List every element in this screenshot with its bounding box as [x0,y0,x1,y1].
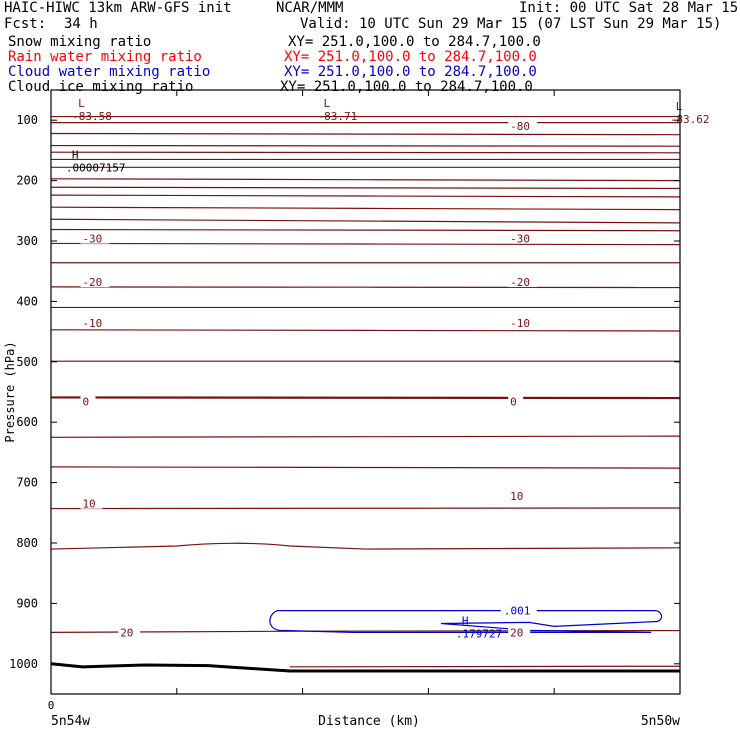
isotherm [51,543,680,549]
field-xy-cloud-ice: XY= 251.0,100.0 to 284.7,100.0 [280,79,533,95]
isotherm [51,508,680,509]
isotherm [51,195,680,197]
temperature-contours [51,117,680,667]
contour-label: -20 [510,276,531,290]
y-tick-label: 1000 [9,656,38,671]
contour-label: 10 [510,489,524,503]
model-title: HAIC-HIWC 13km ARW-GFS init [4,0,232,16]
contour-labels [66,97,710,641]
x-axis-label: Distance (km) [318,714,420,729]
contour-label: -10 [510,317,531,331]
init-time: Init: 00 UTC Sat 28 Mar 15 [519,0,739,16]
isotherm [51,330,680,331]
contour-label: -10 [82,317,103,331]
isotherm [51,287,680,288]
terrain-surface [51,664,680,671]
y-tick-label: 700 [16,475,38,490]
contour-label: 0 [510,395,517,409]
isotherm [51,133,680,134]
y-axis-label: Pressure (hPa) [3,341,17,443]
y-tick-label: 600 [16,415,38,430]
isotherm [51,219,680,223]
isotherm [51,207,680,209]
contour-label: -80 [510,120,531,134]
isotherm [51,436,680,437]
contour-label: 20 [120,626,134,640]
extremum-letter: L [78,96,85,110]
isotherm [51,397,680,398]
organization: NCAR/MMM [276,0,344,16]
field-name-rain: Rain water mixing ratio [8,49,202,65]
isotherm [51,152,680,153]
isotherm [51,146,680,147]
y-tick-label: 300 [16,234,38,248]
contour-label: 0 [82,395,90,409]
isotherm [51,243,680,244]
contour-label: -30 [82,232,103,246]
extremum-letter: H [71,148,79,162]
x-tick-zero: 0 [47,699,55,712]
extremum-value: .179727 [455,627,503,641]
extremum-value: -83.58 [72,109,112,123]
isotherm [51,467,680,468]
terrain-line [51,664,680,671]
y-tick-label: 100 [16,113,38,128]
x-start-location: 5n54w [51,714,91,729]
field-name-cloud-ice: Cloud ice mixing ratio [8,79,194,95]
forecast-label: Fcst: [4,16,47,32]
field-xy-cloud-water: XY= 251.0,100.0 to 284.7,100.0 [284,64,537,80]
y-tick-label: 200 [16,173,38,188]
isotherm [51,230,680,231]
extremum-letter: L [675,99,683,113]
field-xy-snow: XY= 251.0,100.0 to 284.7,100.0 [288,34,541,50]
field-name-snow: Snow mixing ratio [8,34,152,50]
y-tick-label: 500 [16,354,38,369]
valid-time: Valid: 10 UTC Sun 29 Mar 15 (07 LST Sun 29 Mar 15) [300,16,722,32]
contour-label: -30 [510,232,531,246]
cloud-water-level-label: .001 [503,604,531,618]
y-tick-label: 900 [16,596,38,611]
extremum-value: -83.62 [669,112,710,126]
contour-label: 10 [82,497,96,511]
y-tick-label: 400 [16,294,38,309]
extremum-value: .00007157 [65,161,126,175]
isotherm [51,179,680,181]
isotherm [290,666,680,667]
field-name-cloud-water: Cloud water mixing ratio [8,64,211,80]
contour-label: -20 [82,276,103,290]
contour-label: 20 [510,626,524,640]
extremum-letter: L [323,96,331,110]
extremum-letter: H [461,614,469,628]
field-xy-rain: XY= 251.0,100.0 to 284.7,100.0 [284,49,537,65]
y-tick-label: 800 [16,536,38,550]
x-end-location: 5n50w [640,714,680,729]
extremum-value: -83.71 [317,109,358,123]
forecast-hour: 34 h [64,16,98,32]
isotherm [51,187,680,188]
